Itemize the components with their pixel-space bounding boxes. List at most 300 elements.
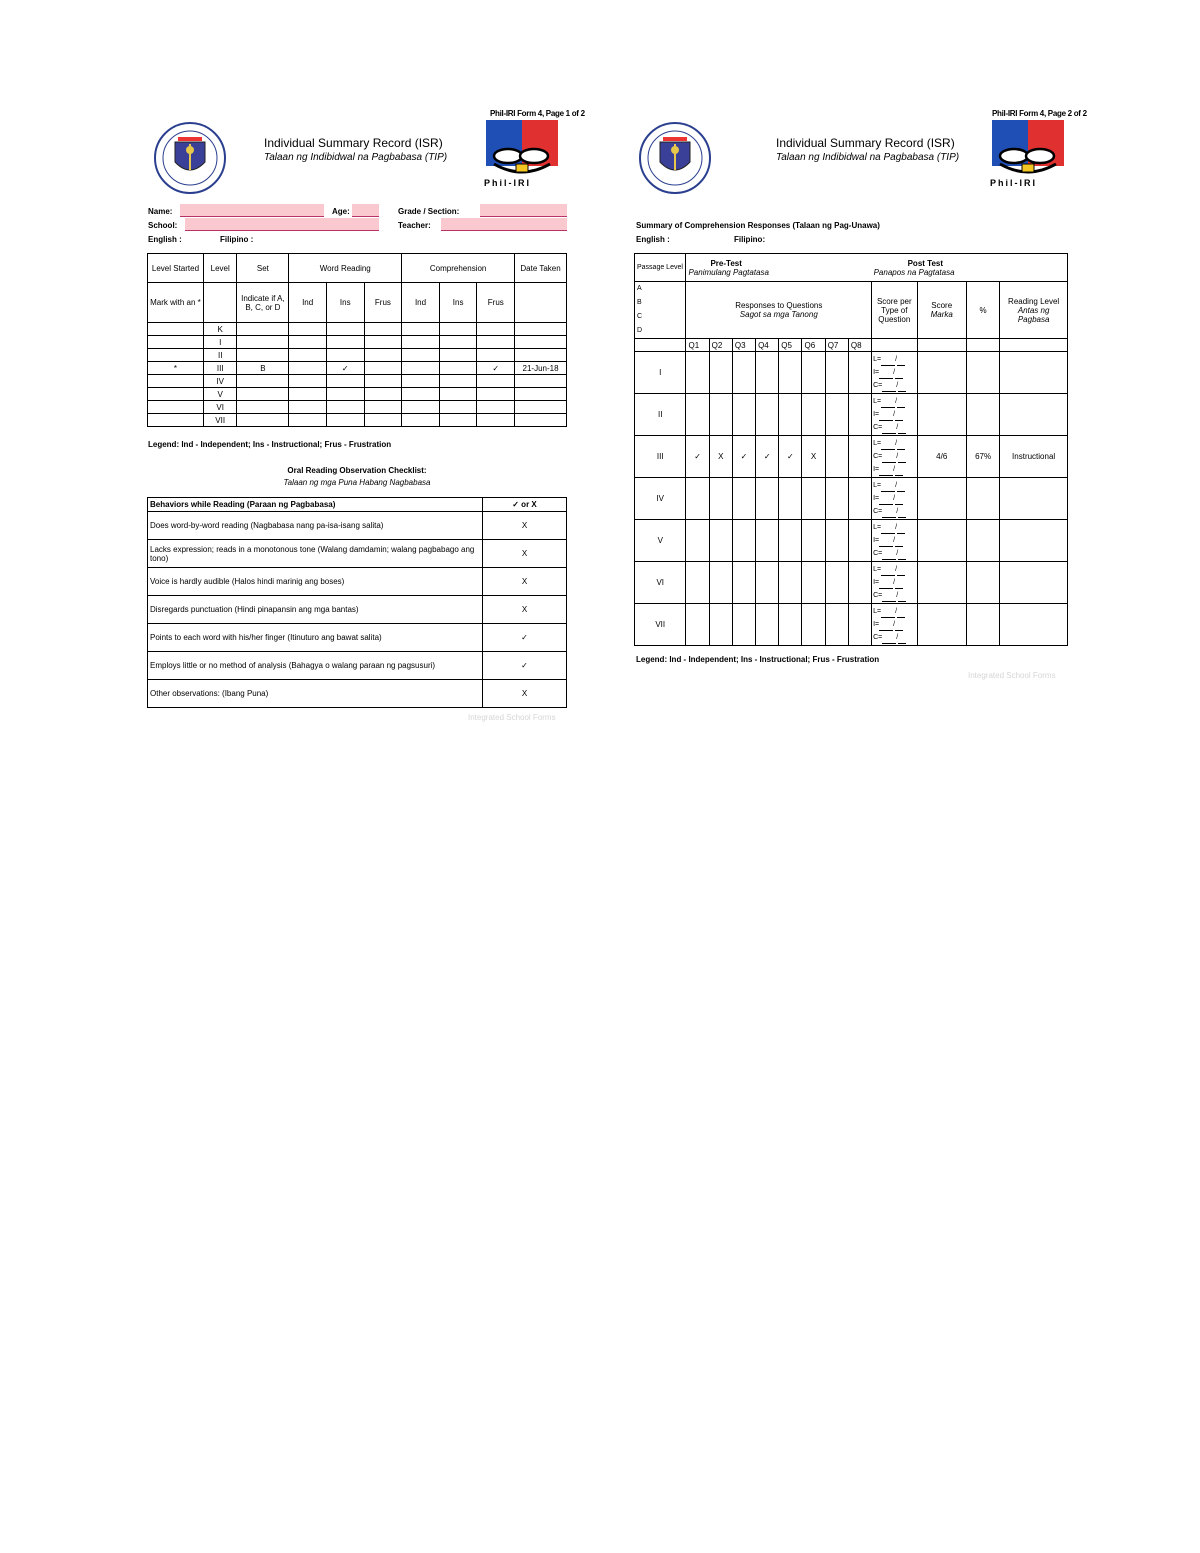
answer-cell xyxy=(825,394,848,436)
type-blank xyxy=(879,537,896,547)
cell-date xyxy=(515,323,567,336)
reading-level-cell: Instructional xyxy=(1000,436,1068,478)
h-reading-level: Reading Level xyxy=(1008,296,1060,306)
behavior-text: Disregards punctuation (Hindi pinapansin ang mga bantas) xyxy=(148,596,483,624)
answer-cell xyxy=(756,394,779,436)
answer-cell xyxy=(686,352,709,394)
watermark: Integrated School Forms xyxy=(968,671,1056,680)
passage-level: IV xyxy=(635,478,686,520)
percent-cell: 67% xyxy=(966,436,999,478)
answer-cell xyxy=(709,478,732,520)
type-slash: / xyxy=(896,592,899,599)
cell-c-frus xyxy=(477,323,515,336)
answer-cell: ✓ xyxy=(779,436,802,478)
h-behaviors: Behaviors while Reading (Paraan ng Pagbabasa) xyxy=(148,498,483,512)
answer-cell: ✓ xyxy=(732,436,755,478)
question-header: Q8 xyxy=(848,339,871,352)
level-rows xyxy=(148,323,567,427)
answer-cell xyxy=(779,478,802,520)
type-cell xyxy=(872,604,917,646)
cell-mark xyxy=(148,375,204,388)
type-line xyxy=(873,547,915,560)
type-blank xyxy=(879,369,896,379)
cell-set xyxy=(237,388,289,401)
answer-cell xyxy=(709,520,732,562)
cell-mark xyxy=(148,323,204,336)
type-line xyxy=(873,521,915,534)
type-label: C= xyxy=(873,550,883,557)
h-passage-level: Passage Level xyxy=(635,254,686,282)
type-cell xyxy=(872,562,917,604)
type-cell xyxy=(872,394,917,436)
h-posttest: Post Test xyxy=(907,258,944,268)
answer-cell xyxy=(732,562,755,604)
score-cell xyxy=(917,394,966,436)
answer-cell xyxy=(686,520,709,562)
type-blank xyxy=(882,453,899,463)
type-blank xyxy=(898,426,906,434)
answer-cell xyxy=(732,520,755,562)
cell-c-ind xyxy=(402,401,440,414)
type-line xyxy=(873,437,915,450)
cell-c-ins xyxy=(439,349,477,362)
table-row xyxy=(635,436,1068,478)
score-cell xyxy=(917,352,966,394)
cell-wr-ind xyxy=(289,336,327,349)
filipino-label: Filipino : xyxy=(220,235,254,244)
comprehension-table xyxy=(634,253,1068,646)
table-row xyxy=(635,520,1068,562)
table-row xyxy=(148,401,567,414)
grade-field[interactable] xyxy=(480,204,567,217)
type-slash: / xyxy=(895,398,898,405)
type-line xyxy=(873,576,915,589)
type-line xyxy=(873,366,915,379)
h-pretest: Pre-Test xyxy=(710,258,742,268)
type-blank xyxy=(881,608,898,618)
answer-cell: X xyxy=(802,436,825,478)
type-blank xyxy=(881,482,898,492)
answer-cell xyxy=(686,478,709,520)
behavior-text: Lacks expression; reads in a monotonous tone (Walang damdamin; walang pagbabago ang tono) xyxy=(148,540,483,568)
type-blank xyxy=(897,358,905,366)
cell-level: V xyxy=(203,388,237,401)
type-blank xyxy=(898,552,906,560)
cell-level: VI xyxy=(203,401,237,414)
deped-seal-icon xyxy=(632,122,718,194)
answer-cell xyxy=(825,436,848,478)
table-row xyxy=(148,362,567,375)
form-page-2 xyxy=(600,0,1200,760)
type-line xyxy=(873,421,915,434)
cell-c-ind xyxy=(402,414,440,427)
question-header: Q6 xyxy=(802,339,825,352)
cell-level: I xyxy=(203,336,237,349)
type-line xyxy=(873,379,915,392)
type-cell xyxy=(872,352,917,394)
type-blank xyxy=(897,442,905,450)
reading-level-cell xyxy=(1000,520,1068,562)
percent-cell xyxy=(966,394,999,436)
type-blank xyxy=(895,413,903,421)
answer-cell xyxy=(732,394,755,436)
type-label: C= xyxy=(873,382,883,389)
cell-wr-ind xyxy=(289,401,327,414)
form-page-1 xyxy=(0,0,600,760)
sub-c-ins: Ins xyxy=(439,283,477,323)
type-blank xyxy=(895,497,903,505)
h-score-type: Score per Type of Question xyxy=(872,282,917,339)
cell-c-frus xyxy=(477,349,515,362)
type-blank xyxy=(879,621,896,631)
answer-cell xyxy=(802,562,825,604)
answer-cell xyxy=(779,562,802,604)
checklist-row xyxy=(148,596,567,624)
type-label: L= xyxy=(873,608,882,615)
h-responses-sub: Sagot sa mga Tanong xyxy=(739,310,818,319)
behavior-mark: X xyxy=(483,568,567,596)
answer-cell xyxy=(779,520,802,562)
cell-wr-ind xyxy=(289,414,327,427)
answer-cell xyxy=(825,604,848,646)
answer-cell xyxy=(756,352,779,394)
answer-cell xyxy=(848,436,871,478)
cell-c-ins xyxy=(439,414,477,427)
cell-date: 21-Jun-18 xyxy=(515,362,567,375)
english-label: English : xyxy=(148,235,182,244)
type-blank xyxy=(882,592,899,602)
cell-wr-ind xyxy=(289,362,327,375)
type-blank xyxy=(881,398,898,408)
cell-set: B xyxy=(237,362,289,375)
answer-cell xyxy=(756,562,779,604)
cell-level: K xyxy=(203,323,237,336)
school-field[interactable] xyxy=(185,218,379,231)
percent-cell xyxy=(966,478,999,520)
cell-level: VII xyxy=(203,414,237,427)
cell-c-frus xyxy=(477,401,515,414)
type-blank xyxy=(895,581,903,589)
behavior-text: Does word-by-word reading (Nagbabasa nang pa-isa-isang salita) xyxy=(148,512,483,540)
type-blank xyxy=(897,568,905,576)
type-slash: / xyxy=(893,621,896,628)
english-label: English : xyxy=(636,235,670,244)
cell-wr-ind xyxy=(289,323,327,336)
sub-c-ind: Ind xyxy=(402,283,440,323)
answer-cell xyxy=(802,352,825,394)
answer-cell xyxy=(686,562,709,604)
h-score-sub: Marka xyxy=(930,310,953,319)
h-score: Score xyxy=(931,301,953,310)
page-title: Individual Summary Record (ISR) xyxy=(776,136,955,150)
cell-mark xyxy=(148,336,204,349)
type-slash: / xyxy=(895,356,898,363)
question-header-row xyxy=(635,339,1068,352)
cell-wr-frus xyxy=(364,362,402,375)
cell-c-frus xyxy=(477,388,515,401)
type-line xyxy=(873,618,915,631)
type-cell xyxy=(872,478,917,520)
cell-date xyxy=(515,388,567,401)
table-row xyxy=(148,388,567,401)
type-blank xyxy=(879,411,896,421)
checklist-rows xyxy=(148,512,567,708)
cell-mark xyxy=(148,349,204,362)
answer-cell xyxy=(779,394,802,436)
type-line xyxy=(873,353,915,366)
cell-c-ind xyxy=(402,375,440,388)
type-line xyxy=(873,395,915,408)
question-header: Q7 xyxy=(825,339,848,352)
type-slash: / xyxy=(895,482,898,489)
answer-cell xyxy=(779,604,802,646)
answer-cell: X xyxy=(709,436,732,478)
behavior-mark: X xyxy=(483,596,567,624)
type-blank xyxy=(881,524,898,534)
set-label: C xyxy=(637,313,643,320)
cell-c-ins xyxy=(439,336,477,349)
answer-cell xyxy=(709,562,732,604)
percent-cell xyxy=(966,562,999,604)
type-label: L= xyxy=(873,482,882,489)
answer-cell xyxy=(756,604,779,646)
cell-date xyxy=(515,414,567,427)
cell-c-ind xyxy=(402,323,440,336)
percent-cell xyxy=(966,520,999,562)
type-blank xyxy=(882,508,899,518)
answer-cell xyxy=(825,352,848,394)
cell-wr-ind xyxy=(289,388,327,401)
cell-wr-frus xyxy=(364,323,402,336)
type-label: I= xyxy=(873,466,880,473)
type-slash: / xyxy=(893,466,896,473)
teacher-label: Teacher: xyxy=(398,221,431,230)
legend: Legend: Ind - Independent; Ins - Instructional; Frus - Frustration xyxy=(636,655,880,664)
teacher-field[interactable] xyxy=(441,218,567,231)
cell-wr-frus xyxy=(364,414,402,427)
answer-cell xyxy=(686,394,709,436)
question-header: Q4 xyxy=(756,339,779,352)
answer-cell xyxy=(848,562,871,604)
cell-wr-ins xyxy=(326,401,364,414)
type-cell xyxy=(872,436,917,478)
cell-c-frus xyxy=(477,414,515,427)
cell-wr-ind xyxy=(289,349,327,362)
type-blank xyxy=(881,356,898,366)
type-blank xyxy=(882,634,899,644)
table-row xyxy=(635,562,1068,604)
type-label: L= xyxy=(873,440,882,447)
answer-cell xyxy=(709,394,732,436)
answer-cell xyxy=(825,520,848,562)
cell-wr-ins xyxy=(326,349,364,362)
behavior-text: Points to each word with his/her finger (Itinuturo ang bawat salita) xyxy=(148,624,483,652)
type-label: I= xyxy=(873,579,880,586)
sub-indicate: Indicate if A, B, C, or D xyxy=(237,283,289,323)
type-slash: / xyxy=(896,550,899,557)
question-header: Q5 xyxy=(779,339,802,352)
answer-cell xyxy=(802,520,825,562)
cell-wr-ins xyxy=(326,414,364,427)
type-blank xyxy=(897,526,905,534)
answer-cell xyxy=(779,352,802,394)
cell-c-ins xyxy=(439,388,477,401)
cell-c-ind xyxy=(402,362,440,375)
grade-label: Grade / Section: xyxy=(398,207,460,216)
cell-date xyxy=(515,336,567,349)
reading-level-cell xyxy=(1000,604,1068,646)
answer-cell xyxy=(756,520,779,562)
reading-level-cell xyxy=(1000,562,1068,604)
cell-wr-frus xyxy=(364,401,402,414)
cell-mark xyxy=(148,401,204,414)
behavior-mark: ✓ xyxy=(483,624,567,652)
type-slash: / xyxy=(893,495,896,502)
cell-level: IV xyxy=(203,375,237,388)
type-line xyxy=(873,563,915,576)
type-slash: / xyxy=(896,382,899,389)
answer-cell xyxy=(848,604,871,646)
question-header: Q3 xyxy=(732,339,755,352)
type-blank xyxy=(895,468,903,476)
h-comprehension: Comprehension xyxy=(402,254,515,283)
school-label: School: xyxy=(148,221,178,230)
cell-wr-frus xyxy=(364,336,402,349)
cell-wr-ins xyxy=(326,323,364,336)
type-label: L= xyxy=(873,356,882,363)
answer-cell: ✓ xyxy=(756,436,779,478)
page-subtitle: Talaan ng Indibidwal na Pagbabasa (TIP) xyxy=(264,152,448,163)
cell-c-ins xyxy=(439,362,477,375)
set-label: B xyxy=(637,299,642,306)
behavior-text: Voice is hardly audible (Halos hindi marinig ang boses) xyxy=(148,568,483,596)
cell-c-ins xyxy=(439,375,477,388)
type-label: L= xyxy=(873,398,882,405)
type-blank xyxy=(898,510,906,518)
cell-date xyxy=(515,349,567,362)
h-reading-level-cell xyxy=(1000,282,1068,339)
h-pretest-sub: Panimulang Pagtatasa xyxy=(688,267,769,277)
type-label: L= xyxy=(873,524,882,531)
checklist-row xyxy=(148,652,567,680)
cell-wr-ins xyxy=(326,336,364,349)
type-cell xyxy=(872,520,917,562)
percent-cell xyxy=(966,352,999,394)
type-slash: / xyxy=(893,537,896,544)
checklist-row xyxy=(148,512,567,540)
logo-text: Phil-IRI xyxy=(484,178,531,188)
h-score-cell xyxy=(917,282,966,339)
h-level: Level xyxy=(203,254,237,283)
type-slash: / xyxy=(896,424,899,431)
answer-cell xyxy=(848,352,871,394)
answer-cell xyxy=(709,604,732,646)
sub-mark: Mark with an * xyxy=(148,283,204,323)
filipino-label: Filipino: xyxy=(734,235,766,244)
form-number: Phil-IRI Form 4, Page 2 of 2 xyxy=(992,109,1087,118)
passage-level: VI xyxy=(635,562,686,604)
type-blank xyxy=(895,539,903,547)
sub-wr-ind: Ind xyxy=(289,283,327,323)
cell-mark xyxy=(148,388,204,401)
type-label: C= xyxy=(873,634,883,641)
behavior-mark: X xyxy=(483,540,567,568)
type-label: C= xyxy=(873,592,883,599)
cell-c-ind xyxy=(402,349,440,362)
passage-level: VII xyxy=(635,604,686,646)
type-blank xyxy=(898,594,906,602)
table-row xyxy=(148,375,567,388)
type-blank xyxy=(895,371,903,379)
h-responses: Responses to Questions xyxy=(735,301,823,310)
level-table xyxy=(147,253,567,427)
h-posttest-sub: Panapos na Pagtatasa xyxy=(873,267,955,277)
reading-level-cell xyxy=(1000,394,1068,436)
comprehension-rows xyxy=(635,352,1068,646)
page-subtitle: Talaan ng Indibidwal na Pagbabasa (TIP) xyxy=(776,152,960,163)
score-cell xyxy=(917,520,966,562)
watermark: Integrated School Forms xyxy=(468,713,556,722)
table-row xyxy=(635,394,1068,436)
type-slash: / xyxy=(896,508,899,515)
page-title: Individual Summary Record (ISR) xyxy=(264,136,443,150)
table-row xyxy=(148,414,567,427)
sub-wr-ins: Ins xyxy=(326,283,364,323)
answer-cell xyxy=(732,604,755,646)
cell-set xyxy=(237,375,289,388)
summary-label: Summary of Comprehension Responses (Talaan ng Pag-Unawa) xyxy=(636,221,880,230)
type-blank xyxy=(879,466,896,476)
answer-cell xyxy=(825,562,848,604)
type-blank xyxy=(881,566,898,576)
sub-c-frus: Frus xyxy=(477,283,515,323)
type-line xyxy=(873,534,915,547)
cell-c-ins xyxy=(439,323,477,336)
type-slash: / xyxy=(895,440,898,447)
type-blank xyxy=(879,579,896,589)
type-label: C= xyxy=(873,508,883,515)
question-header: Q1 xyxy=(686,339,709,352)
type-label: I= xyxy=(873,537,880,544)
behavior-mark: X xyxy=(483,680,567,708)
score-cell xyxy=(917,562,966,604)
h-level-started: Level Started xyxy=(148,254,204,283)
cell-date xyxy=(515,401,567,414)
checklist-row xyxy=(148,680,567,708)
answer-cell xyxy=(802,394,825,436)
checklist-title: Oral Reading Observation Checklist: xyxy=(287,466,427,475)
type-line xyxy=(873,408,915,421)
answer-cell xyxy=(825,478,848,520)
passage-level: III xyxy=(635,436,686,478)
type-line xyxy=(873,450,915,463)
name-field[interactable] xyxy=(180,204,324,217)
type-label: I= xyxy=(873,495,880,502)
score-cell: 4/6 xyxy=(917,436,966,478)
question-header: Q2 xyxy=(709,339,732,352)
age-field[interactable] xyxy=(352,204,379,217)
h-responses-cell xyxy=(686,282,872,339)
set-label: A xyxy=(637,285,642,292)
type-slash: / xyxy=(895,608,898,615)
type-blank xyxy=(879,495,896,505)
cell-wr-ins: ✓ xyxy=(326,362,364,375)
cell-wr-ins xyxy=(326,375,364,388)
type-blank xyxy=(898,455,906,463)
type-line xyxy=(873,631,915,644)
table-row xyxy=(635,478,1068,520)
checklist-subtitle: Talaan ng mga Puna Habang Nagbabasa xyxy=(283,478,431,487)
